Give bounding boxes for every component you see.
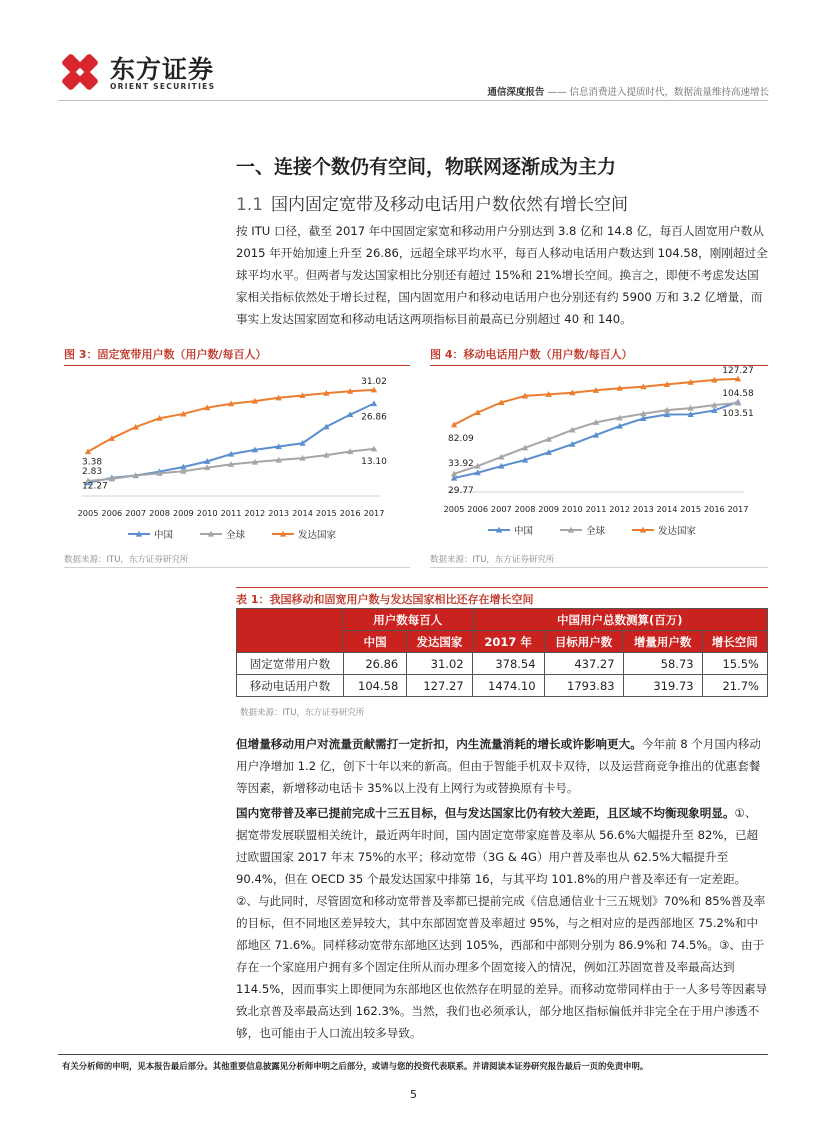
table-column-header: 中国 — [344, 631, 407, 653]
point-label: 31.02 — [361, 376, 387, 387]
x-tick-label: 2014 — [292, 508, 313, 518]
table-row — [237, 653, 768, 675]
table-corner-cell — [237, 609, 344, 653]
figure3-title: 图 3：固定宽带用户数（用户数/每百人） — [64, 348, 267, 361]
legend-label: 全球 — [226, 530, 246, 541]
x-tick-label: 2012 — [609, 504, 631, 514]
table-cell: 437.27 — [544, 653, 623, 675]
data-point — [371, 400, 377, 406]
x-tick-label: 2011 — [220, 508, 242, 518]
footer-disclaimer: 有关分析师的申明，见本报告最后部分。其他重要信息披露见分析师申明之后部分，或请与您的投资代表联系。并请阅读本证券研究报告最后一页的免责申明。 — [62, 1061, 649, 1071]
figure3-bottom-rule — [64, 567, 410, 568]
legend-label: 发达国家 — [298, 530, 337, 541]
table-cell: 104.58 — [344, 675, 407, 697]
series-line-0 — [454, 402, 738, 478]
x-tick-label: 2011 — [585, 504, 607, 514]
table-cell: 378.54 — [472, 653, 544, 675]
point-label: 2.83 — [82, 466, 103, 477]
table-column-header: 增量用户数 — [623, 631, 702, 653]
report-header — [487, 84, 769, 98]
figure4-source: 数据来源：ITU，东方证券研究所 — [430, 555, 555, 565]
x-tick-label: 2007 — [490, 504, 512, 514]
report-subtitle: —— 信息消费进入提质时代，数据流量维持高速增长 — [547, 87, 769, 98]
table-row — [237, 675, 768, 697]
subsection-number: 1.1 — [236, 195, 264, 215]
x-tick-label: 2005 — [77, 508, 99, 518]
point-label: 12.27 — [82, 481, 108, 492]
company-logo — [58, 50, 102, 94]
table-column-header: 发达国家 — [407, 631, 472, 653]
series-line-2 — [88, 390, 374, 452]
figure3-source: 数据来源：ITU，东方证券研究所 — [64, 555, 189, 565]
x-tick-label: 2017 — [363, 508, 385, 518]
x-tick-label: 2017 — [727, 504, 749, 514]
x-tick-label: 2016 — [703, 504, 725, 514]
subsection-title — [236, 190, 628, 215]
series-line-2 — [454, 379, 738, 425]
table-source: 数据来源：ITU，东方证券研究所 — [240, 708, 365, 718]
figure4-bottom-rule — [430, 567, 768, 568]
footer-divider — [58, 1054, 768, 1055]
legend-label: 中国 — [154, 530, 174, 541]
legend-label: 发达国家 — [658, 526, 697, 537]
point-label: 3.38 — [82, 457, 103, 468]
paragraph-body: ①、据宽带发展联盟相关统计，最近两年时间，国内固定宽带家庭普及率从 56.6%大幅提升至 82%，已超过欧盟国家 2017 年末 75%的水平；移动宽带（3G & 4G）用户普及率也从 62.5%大幅提升至 90.4%，但在 OECD 35 个最发达国家中排第 16，与其平均 101.8%的用户普及率还有一定差距。②、与此同时，尽管固宽和移动宽带普及率都已提前完成《信息通信业十三五规划》70%和 85%普及率的目标，但不同地区差异较大，其中东部固宽普及率超过 95%，与之相对应的是西部地区 75.2%和中部地区 71.6%。同样移动宽带东部地区达到 105%，西部和中部则分别为 86.9%和 74.5%。③、由于存在一个家庭用户拥有多个固定住所从而办理多个固宽接入的情况，例如江苏固宽普及率最高达到 114.5%，因而事实上即便同为东部地区也依然存在明显的差异。而移动宽带同样由于一人多号等因素导致北京普及率最高达到 162.3%。当然，我们也必须承认，部分地区指标偏低并非完全在于用户渗透不够，也可能由于人口流出较多导致。 — [236, 806, 768, 1040]
table-cell: 127.27 — [407, 675, 472, 697]
x-tick-label: 2013 — [268, 508, 290, 518]
table-column-header: 增长空间 — [702, 631, 767, 653]
point-label: 127.27 — [722, 366, 754, 376]
point-label: 33.92 — [448, 458, 474, 469]
paragraph-broadband — [236, 802, 768, 1044]
section-title: 一、连接个数仍有空间，物联网逐渐成为主力 — [236, 156, 617, 178]
table-group-header: 中国用户总数测算(百万) — [472, 609, 767, 631]
row-label: 移动电话用户数 — [237, 675, 344, 697]
report-type: 通信深度报告 — [487, 87, 545, 98]
x-tick-label: 2006 — [467, 504, 489, 514]
table-group-header: 用户数每百人 — [344, 609, 473, 631]
figure4-title: 图 4：移动电话用户数（用户数/每百人） — [430, 348, 633, 361]
x-tick-label: 2007 — [125, 508, 147, 518]
x-tick-label: 2009 — [172, 508, 194, 518]
row-label: 固定宽带用户数 — [237, 653, 344, 675]
point-label: 29.77 — [448, 486, 474, 497]
x-tick-label: 2015 — [315, 508, 337, 518]
table-column-header: 2017 年 — [472, 631, 544, 653]
table-column-header: 目标用户数 — [544, 631, 623, 653]
point-label: 26.86 — [361, 412, 387, 423]
table-cell: 58.73 — [623, 653, 702, 675]
table-title: 表 1：我国移动和固宽用户数与发达国家相比还存在增长空间 — [236, 593, 534, 606]
company-name-en: ORIENT SECURITIES — [110, 82, 216, 91]
user-comparison-table — [236, 608, 768, 697]
x-tick-label: 2005 — [443, 504, 465, 514]
table-cell: 1474.10 — [472, 675, 544, 697]
point-label: 13.10 — [361, 456, 387, 467]
legend-label: 全球 — [586, 526, 606, 537]
mobile-phone-chart — [430, 366, 768, 550]
paragraph-body: 今年前 8 个月国内移动用户净增加 1.2 亿，创下十年以来的新高。但由于智能手机双卡双待，以及运营商竞争推出的优惠套餐等因素，新增移动电话卡 35%以上没有上网行为或替换原有卡号。 — [236, 737, 761, 795]
x-tick-label: 2009 — [538, 504, 560, 514]
table-cell: 1793.83 — [544, 675, 623, 697]
x-tick-label: 2012 — [244, 508, 266, 518]
x-tick-label: 2010 — [196, 508, 218, 518]
x-tick-label: 2008 — [149, 508, 170, 518]
paragraph-mobile-traffic — [236, 733, 768, 799]
series-line-0 — [88, 404, 374, 483]
table-cell: 31.02 — [407, 653, 472, 675]
x-tick-label: 2015 — [680, 504, 702, 514]
x-tick-label: 2008 — [514, 504, 536, 514]
point-label: 82.09 — [448, 433, 474, 444]
point-label: 104.58 — [722, 388, 754, 399]
subsection-text: 国内固定宽带及移动电话用户数依然有增长空间 — [271, 195, 629, 215]
table-cell: 21.7% — [702, 675, 767, 697]
table-cell: 15.5% — [702, 653, 767, 675]
paragraph-lead: 国内宽带普及率已提前完成十三五目标，但与发达国家比仍有较大差距，且区域不均衡现象明显。 — [236, 806, 735, 820]
intro-paragraph: 按 ITU 口径，截至 2017 年中国固定家宽和移动用户分别达到 3.8 亿和 14.8 亿，每百人固宽用户数从 2015 年开始加速上升至 26.86，远超全球平均水平，每百人移动电话用户数达到 104.58，刚刚超过全球平均水平。但两者与发达国家相比分别还有超过 15%和 21%增长空间。换言之，即便不考虑发达国家相关指标依然处于增长过程，国内固宽用户和移动电话用户也分别还有约 5900 万和 3.2 亿增量，而事实上发达国家固宽和移动电话这两项指标目前最高已分别超过 40 和 140。 — [236, 224, 768, 326]
point-label: 103.51 — [722, 408, 754, 419]
company-name-cn: 东方证券 — [110, 55, 215, 84]
x-tick-label: 2013 — [632, 504, 654, 514]
paragraph-lead: 但增量移动用户对流量贡献需打一定折扣，内生流量消耗的增长或许影响更大。 — [236, 737, 642, 751]
header-divider — [58, 100, 768, 101]
table-cell: 319.73 — [623, 675, 702, 697]
table-top-rule — [236, 587, 768, 588]
fixed-broadband-chart — [64, 366, 410, 550]
table-cell: 26.86 — [344, 653, 407, 675]
x-tick-label: 2010 — [561, 504, 583, 514]
page-number: 5 — [410, 1088, 417, 1101]
x-tick-label: 2006 — [101, 508, 123, 518]
x-tick-label: 2016 — [339, 508, 361, 518]
x-tick-label: 2014 — [656, 504, 678, 514]
legend-label: 中国 — [514, 526, 534, 537]
